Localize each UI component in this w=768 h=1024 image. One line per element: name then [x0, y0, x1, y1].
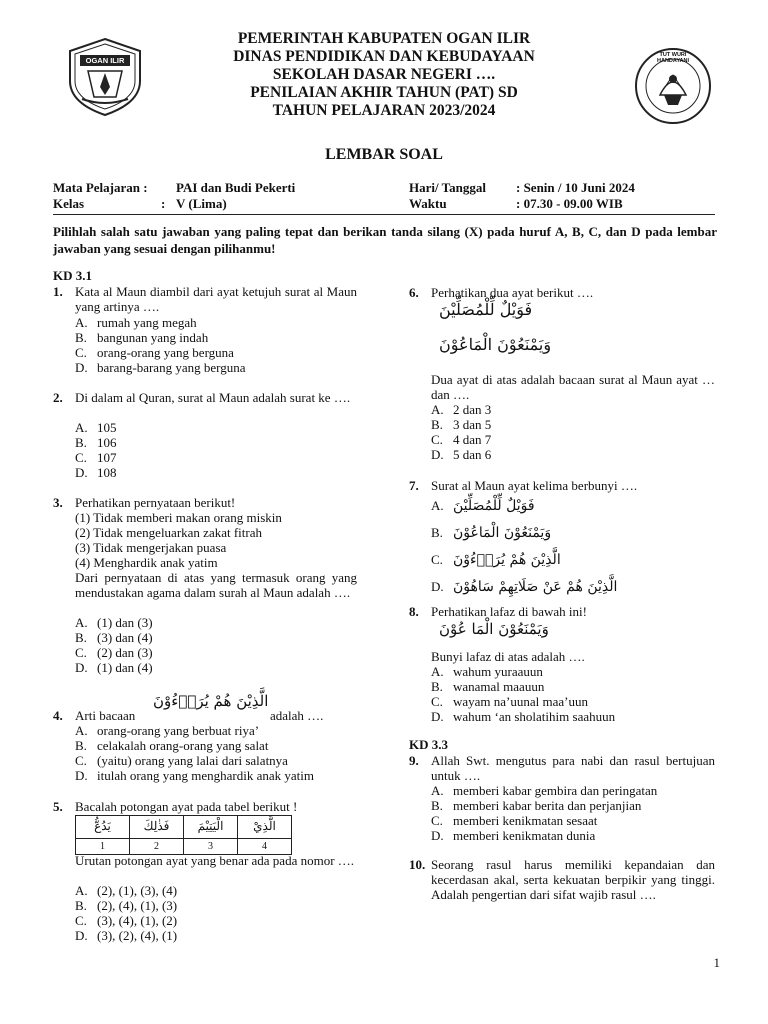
option-c: C. 4 dan 7: [431, 432, 492, 447]
option-d: D. 5 dan 6: [431, 447, 492, 462]
table-cell: 1: [76, 839, 130, 855]
option-c: C. (yaitu) orang yang lalai dari salatnya: [75, 753, 288, 768]
option-c: C. wayam na’uunal maa’uun: [431, 694, 589, 709]
kelas-colon: :: [161, 196, 166, 211]
instruction: Pilihlah salah satu jawaban yang paling tepat dan berikan tanda silang (X) pada huruf A, B, C, dan D pada lembar jawaban yang sesuai dengan pilihanmu!: [53, 224, 717, 256]
arabic-verse-2: وَيَمْنَعُوْنَ الْمَاعُوْنَ: [439, 335, 552, 354]
option-a: A. فَوَيْلٌ لِّلْمُصَلِّيْنَ: [431, 498, 535, 514]
option-a: A. wahum yuraauun: [431, 664, 543, 679]
question-text-end: adalah ….: [270, 708, 324, 723]
option-a: A. (2), (1), (3), (4): [75, 883, 178, 898]
option-d: D. itulah orang yang menghardik anak yatim: [75, 768, 314, 783]
table-cell: الْيَتِيْمَ: [184, 816, 238, 839]
question-text-2: Dua ayat di atas adalah bacaan surat al Maun ayat … dan ….: [431, 372, 715, 403]
question-number: 5.: [53, 799, 63, 814]
arabic-verse-1: فَوَيْلٌ لِّلْمُصَلِّيْنَ: [439, 300, 533, 319]
question-6: [409, 285, 717, 465]
statement-3: (3) Tidak mengerjakan puasa: [75, 540, 227, 555]
question-8: [409, 604, 717, 724]
option-a: A. 105: [75, 420, 117, 435]
table-cell: 3: [184, 839, 238, 855]
question-text: Perhatikan dua ayat berikut ….: [431, 285, 594, 300]
page-title: LEMBAR SOAL: [325, 146, 443, 163]
kelas-label: Kelas: [53, 196, 85, 211]
question-text: Perhatikan lafaz di bawah ini!: [431, 604, 587, 619]
option-b: B. wanamal maauun: [431, 679, 545, 694]
kd-3-3-heading: KD 3.3: [409, 737, 448, 752]
table-cell: فَذٰلِكَ: [130, 816, 184, 839]
page-number: 1: [713, 955, 720, 970]
question-1: [53, 284, 357, 379]
header-line-1: PEMERINTAH KABUPATEN OGAN ILIR: [237, 30, 531, 47]
question-number: 6.: [409, 285, 419, 300]
question-text: Kata al Maun diambil dari ayat ketujuh surat al Maun yang artinya ….: [75, 284, 357, 315]
option-a: A. orang-orang yang berbuat riya’: [75, 723, 260, 738]
option-c: C. الَّذِيْنَ هُمْ يُرَاۤءُوْنَ: [431, 552, 561, 568]
question-text: Bacalah potongan ayat pada tabel berikut !: [75, 799, 298, 814]
hari-value: : Senin / 10 Juni 2024: [516, 180, 635, 195]
question-text: Dari pernyataan di atas yang termasuk orang yang mendustakan agama dalam surah al Maun adalah ….: [75, 570, 357, 601]
waktu-label: Waktu: [409, 196, 447, 211]
statement-4: (4) Menghardik anak yatim: [75, 555, 218, 570]
ogan-ilir-logo-text: OGAN ILIR: [85, 56, 125, 65]
arabic-verse: الَّذِيْنَ هُمْ يُرَاۤءُوْنَ: [153, 692, 269, 710]
question-text: Di dalam al Quran, surat al Maun adalah surat ke ….: [75, 390, 351, 405]
option-d: D. wahum ‘an sholatihim saahuun: [431, 709, 616, 724]
arabic-verse: وَيَمْنَعُوْنَ الْمَا عُوْنَ: [439, 620, 549, 638]
table-cell: الَّذِيْ: [238, 816, 292, 839]
option-a: A. memberi kabar gembira dan peringatan: [431, 783, 658, 798]
option-d: D. (3), (2), (4), (1): [75, 928, 178, 943]
option-b: B. (3) dan (4): [75, 630, 153, 645]
option-a: A. rumah yang megah: [75, 315, 197, 330]
question-text: Arti bacaan: [75, 708, 136, 723]
option-c: C. (3), (4), (1), (2): [75, 913, 178, 928]
option-d: D. (1) dan (4): [75, 660, 153, 675]
option-c: C. 107: [75, 450, 117, 465]
question-number: 10.: [409, 857, 426, 872]
question-number: 3.: [53, 495, 63, 510]
question-number: 7.: [409, 478, 419, 493]
question-text: Allah Swt. mengutus para nabi dan rasul bertujuan untuk ….: [431, 753, 715, 784]
option-b: B. memberi kabar berita dan perjanjian: [431, 798, 642, 813]
question-2: [53, 390, 357, 485]
statement-1: (1) Tidak memberi makan orang miskin: [75, 510, 282, 525]
tut-wuri-handayani-text: TUT WURI HANDAYANI: [657, 52, 689, 64]
header-line-2: DINAS PENDIDIKAN DAN KEBUDAYAAN: [233, 48, 535, 65]
option-d: D. 108: [75, 465, 117, 480]
kelas-value: V (Lima): [176, 196, 227, 211]
option-b: B. (2), (4), (1), (3): [75, 898, 178, 913]
option-c: C. memberi kenikmatan sesaat: [431, 813, 598, 828]
option-b: B. 106: [75, 435, 117, 450]
question-3: [53, 495, 357, 680]
divider: [53, 214, 715, 215]
option-b: B. celakalah orang-orang yang salat: [75, 738, 269, 753]
question-text-2: Urutan potongan ayat yang benar ada pada nomor ….: [75, 853, 355, 868]
header-line-3: SEKOLAH DASAR NEGERI ….: [272, 66, 496, 83]
question-5: [53, 799, 357, 949]
question-4: [53, 692, 357, 782]
question-10: [409, 857, 717, 927]
header-line-5: TAHUN PELAJARAN 2023/2024: [272, 102, 496, 119]
option-d: D. barang-barang yang berguna: [75, 360, 246, 375]
option-b: B. وَيَمْنَعُوْنَ الْمَاعُوْنَ: [431, 525, 552, 541]
table-cell: 2: [130, 839, 184, 855]
question-number: 9.: [409, 753, 419, 768]
table-cell: 4: [238, 839, 292, 855]
option-b: B. 3 dan 5: [431, 417, 492, 432]
question-text-2: Bunyi lafaz di atas adalah ….: [431, 649, 585, 664]
question-9: [409, 753, 717, 848]
kd-3-1-heading: KD 3.1: [53, 268, 92, 283]
hari-label: Hari/ Tanggal: [409, 180, 486, 195]
table-cell: يَدُعُّ: [76, 816, 130, 839]
question-number: 4.: [53, 708, 63, 723]
question-number: 8.: [409, 604, 419, 619]
option-c: C. (2) dan (3): [75, 645, 153, 660]
option-a: A. (1) dan (3): [75, 615, 153, 630]
header-line-4: PENILAIAN AKHIR TAHUN (PAT) SD: [250, 84, 518, 101]
verse-table: [75, 815, 292, 855]
option-c: C. orang-orang yang berguna: [75, 345, 234, 360]
question-number: 1.: [53, 284, 63, 299]
mapel-value: PAI dan Budi Pekerti: [176, 180, 296, 195]
question-text: Seorang rasul harus memiliki kepandaian dan kecerdasan akal, serta kekuatan berpikir yang tinggi. Adalah pengertian dari sifat wajib rasul ….: [431, 857, 715, 903]
question-text: Surat al Maun ayat kelima berbunyi ….: [431, 478, 638, 493]
option-d: D. memberi kenikmatan dunia: [431, 828, 596, 843]
question-number: 2.: [53, 390, 63, 405]
waktu-value: : 07.30 - 09.00 WIB: [516, 196, 623, 211]
option-a: A. 2 dan 3: [431, 402, 492, 417]
question-intro: Perhatikan pernyataan berikut!: [75, 495, 236, 510]
option-b: B. bangunan yang indah: [75, 330, 209, 345]
option-d: D. الَّذِيْنَ هُمْ عَنْ صَلَاتِهِمْ سَاهُوْنَ: [431, 579, 618, 595]
mapel-label: Mata Pelajaran :: [53, 180, 148, 195]
question-7: [409, 478, 717, 598]
statement-2: (2) Tidak mengeluarkan zakat fitrah: [75, 525, 262, 540]
